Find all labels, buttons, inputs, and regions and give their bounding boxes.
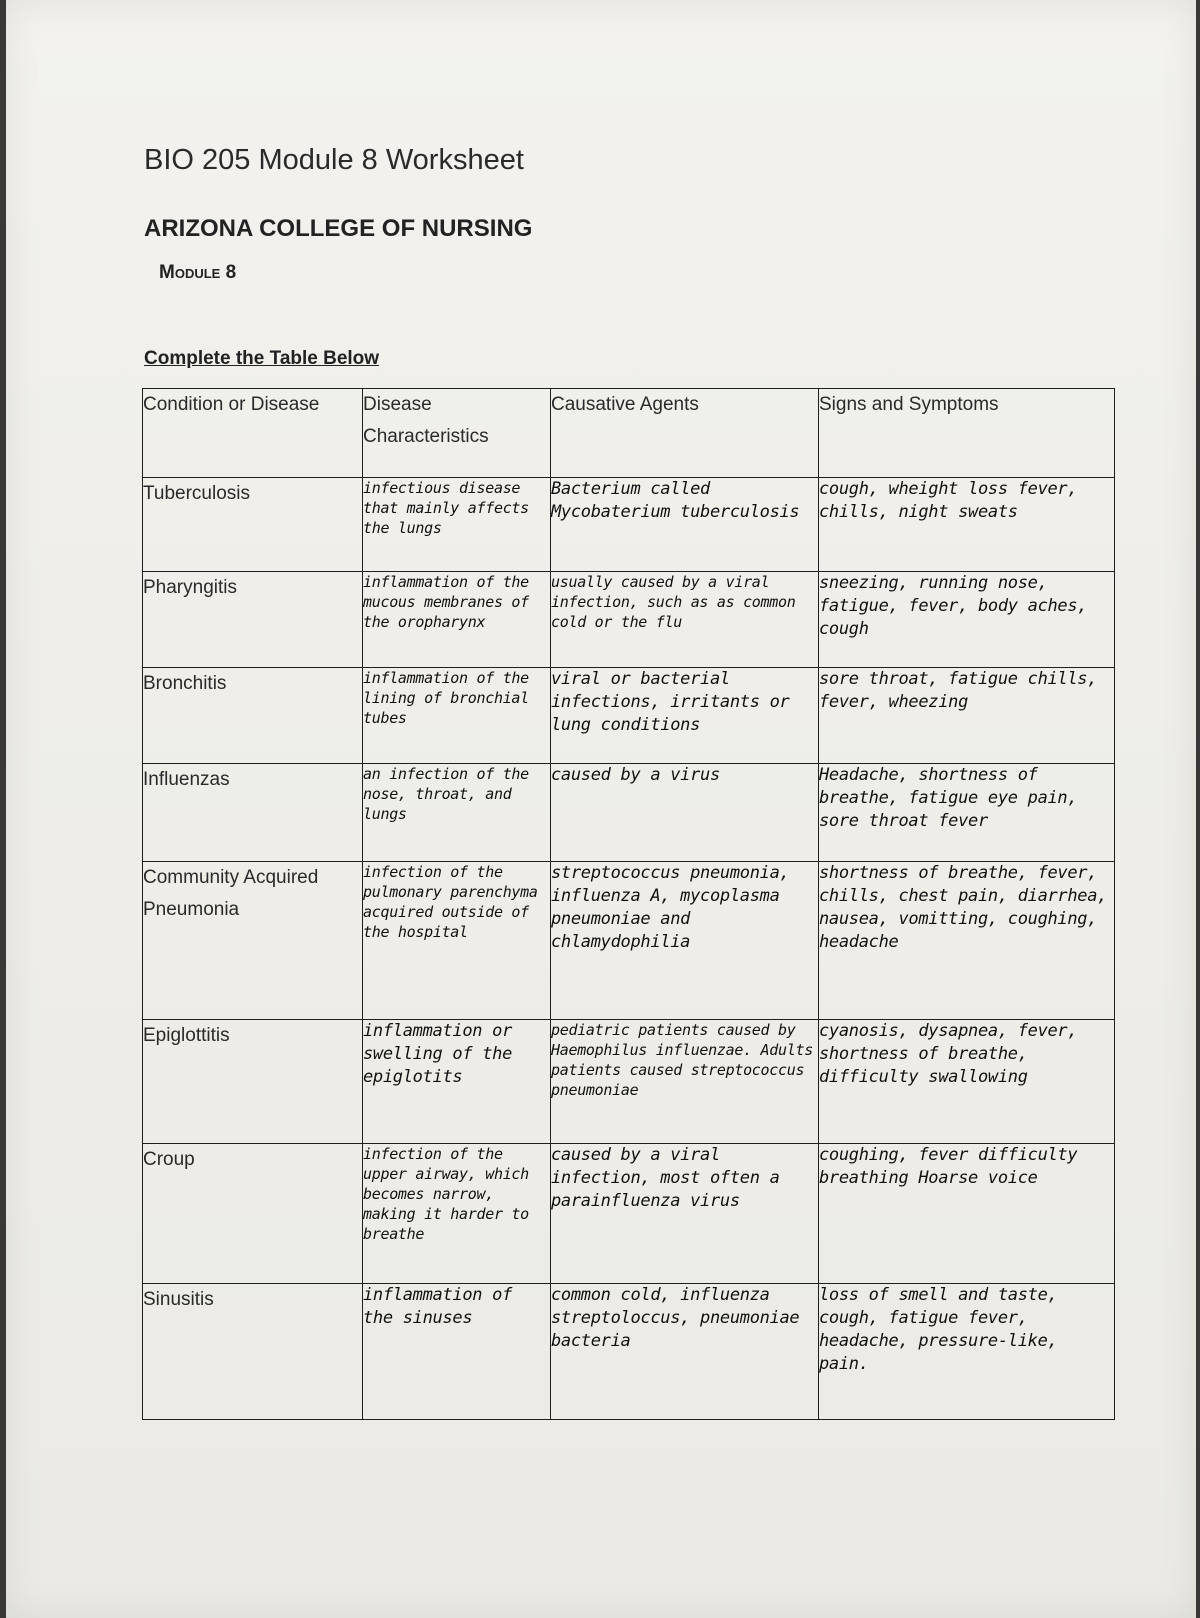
- table-row: [143, 668, 1115, 764]
- condition-cell: Croup: [143, 1144, 363, 1284]
- table-row: [143, 1020, 1115, 1144]
- condition-cell: Pharyngitis: [143, 572, 363, 668]
- agents-cell: common cold, influenza streptoloccus, pneumoniae bacteria: [551, 1284, 819, 1420]
- table-row: [143, 764, 1115, 862]
- table-instructions: Complete the Table Below: [144, 348, 380, 369]
- agents-cell: caused by a viral infection, most often a parainfluenza virus: [551, 1144, 819, 1284]
- characteristics-cell: inflammation or swelling of the epiglotits: [363, 1020, 551, 1144]
- agents-cell: streptococcus pneumonia, influenza A, mycoplasma pneumoniae and chlamydophilia: [551, 862, 819, 1020]
- condition-cell: Community Acquired Pneumonia: [143, 862, 363, 1020]
- characteristics-cell: infection of the pulmonary parenchyma acquired outside of the hospital: [363, 862, 551, 1020]
- symptoms-cell: coughing, fever difficulty breathing Hoarse voice: [819, 1144, 1115, 1284]
- characteristics-cell: inflammation of the lining of bronchial tubes: [363, 668, 551, 764]
- agents-cell: caused by a virus: [551, 764, 819, 862]
- symptoms-cell: cyanosis, dysapnea, fever, shortness of breathe, difficulty swallowing: [819, 1020, 1115, 1144]
- header-agents: Causative Agents: [551, 389, 819, 478]
- table-row: [143, 862, 1115, 1020]
- table-row: [143, 478, 1115, 572]
- disease-table: [142, 388, 1115, 1420]
- header-condition: Condition or Disease: [143, 389, 363, 478]
- condition-cell: Tuberculosis: [143, 478, 363, 572]
- table-row: [143, 1284, 1115, 1420]
- characteristics-cell: inflammation of the mucous membranes of the oropharynx: [363, 572, 551, 668]
- worksheet-paper: [6, 0, 1196, 1618]
- table-header-row: [143, 389, 1115, 478]
- agents-cell: pediatric patients caused by Haemophilus influenzae. Adults patients caused streptococcus pneumoniae: [551, 1020, 819, 1144]
- module-label: Module 8: [159, 262, 237, 283]
- characteristics-cell: infectious disease that mainly affects the lungs: [363, 478, 551, 572]
- college-name: ARIZONA COLLEGE OF NURSING: [144, 215, 533, 242]
- characteristics-cell: an infection of the nose, throat, and lungs: [363, 764, 551, 862]
- header-symptoms: Signs and Symptoms: [819, 389, 1115, 478]
- condition-cell: Influenzas: [143, 764, 363, 862]
- symptoms-cell: sore throat, fatigue chills, fever, wheezing: [819, 668, 1115, 764]
- characteristics-cell: infection of the upper airway, which becomes narrow, making it harder to breathe: [363, 1144, 551, 1284]
- symptoms-cell: sneezing, running nose, fatigue, fever, body aches, cough: [819, 572, 1115, 668]
- header-characteristics: Disease Characteristics: [363, 389, 551, 478]
- document-title: BIO 205 Module 8 Worksheet: [144, 144, 524, 176]
- characteristics-cell: inflammation of the sinuses: [363, 1284, 551, 1420]
- symptoms-cell: loss of smell and taste, cough, fatigue fever, headache, pressure-like, pain.: [819, 1284, 1115, 1420]
- symptoms-cell: shortness of breathe, fever, chills, chest pain, diarrhea, nausea, vomitting, coughing, headache: [819, 862, 1115, 1020]
- table-row: [143, 1144, 1115, 1284]
- agents-cell: viral or bacterial infections, irritants or lung conditions: [551, 668, 819, 764]
- condition-cell: Sinusitis: [143, 1284, 363, 1420]
- condition-cell: Bronchitis: [143, 668, 363, 764]
- table-row: [143, 572, 1115, 668]
- agents-cell: Bacterium called Mycobaterium tuberculosis: [551, 478, 819, 572]
- symptoms-cell: Headache, shortness of breathe, fatigue eye pain, sore throat fever: [819, 764, 1115, 862]
- condition-cell: Epiglottitis: [143, 1020, 363, 1144]
- symptoms-cell: cough, wheight loss fever, chills, night sweats: [819, 478, 1115, 572]
- agents-cell: usually caused by a viral infection, such as as common cold or the flu: [551, 572, 819, 668]
